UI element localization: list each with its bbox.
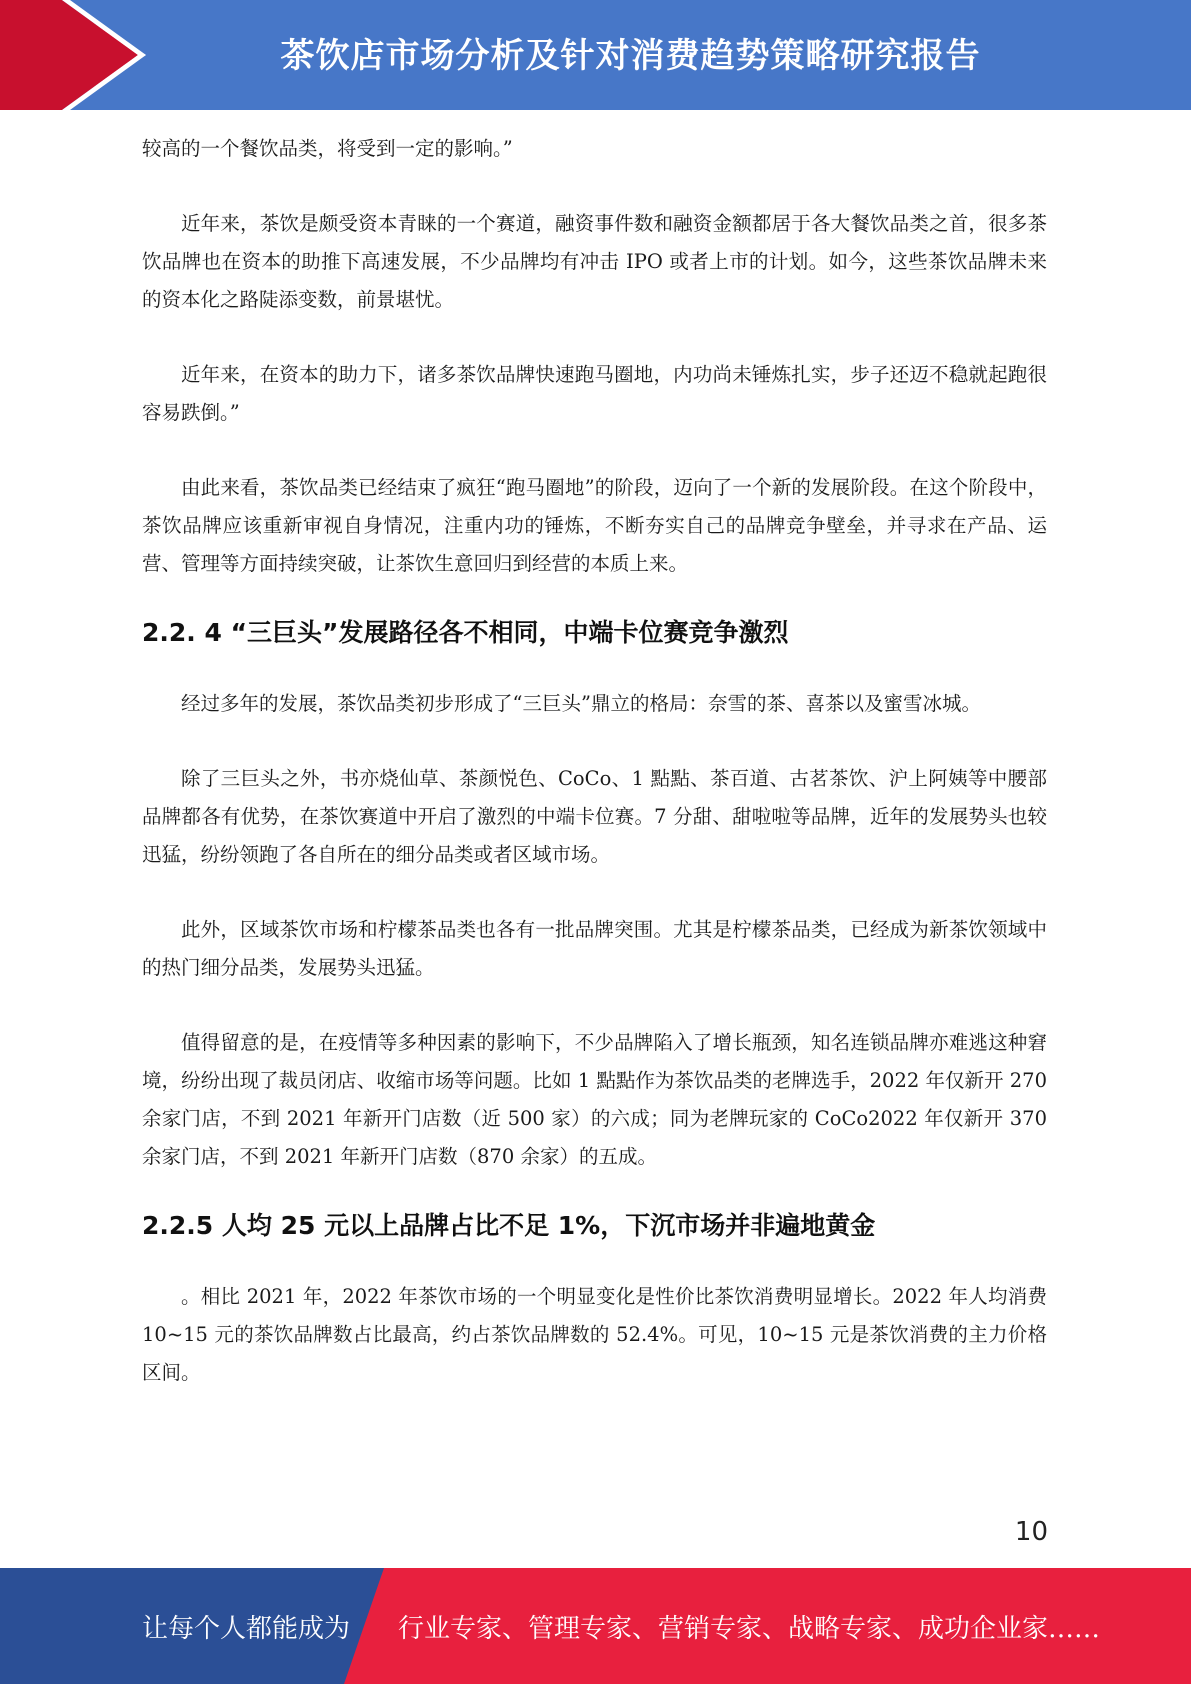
- paragraph: 近年来，茶饮是颇受资本青睐的一个赛道，融资事件数和融资金额都居于各大餐饮品类之首，很多茶饮品牌也在资本的助推下高速发展，不少品牌均有冲击 IPO 或者上市的计划。如今，这些茶饮品牌未来的资本化之路陡添变数，前景堪忧。: [142, 212, 1047, 311]
- paragraph: 近年来，在资本的助力下，诸多茶饮品牌快速跑马圈地，内功尚未锤炼扎实，步子还迈不稳就起跑很容易跌倒。”: [142, 363, 1047, 424]
- document-body: [142, 130, 1047, 1392]
- paragraph: 经过多年的发展，茶饮品类初步形成了“三巨头”鼎立的格局：奈雪的茶、喜茶以及蜜雪冰城。: [181, 692, 981, 715]
- paragraph: 值得留意的是，在疫情等多种因素的影响下，不少品牌陷入了增长瓶颈，知名连锁品牌亦难逃这种窘境，纷纷出现了裁员闭店、收缩市场等问题。比如 1 點點作为茶饮品类的老牌选手，2022 年仅新开 270 余家门店，不到 2021 年新开门店数（近 500 家）的六成；同为老牌玩家的 CoCo2022 年仅新开 370 余家门店，不到 2021 年新开门店数（870 余家）的五成。: [142, 1031, 1047, 1168]
- footer-slogan-right: 行业专家、管理专家、营销专家、战略专家、成功企业家……: [398, 1613, 1101, 1644]
- section-heading-2-2-4: 2.2. 4 “三巨头”发展路径各不相同，中端卡位赛竞争激烈: [142, 618, 789, 647]
- paragraph: 。相比 2021 年，2022 年茶饮市场的一个明显变化是性价比茶饮消费明显增长。2022 年人均消费 10~15 元的茶饮品牌数占比最高，约占茶饮品牌数的 52.4%。可见，10~15 元是茶饮消费的主力价格区间。: [142, 1285, 1047, 1384]
- footer-slogan-left: 让每个人都能成为: [142, 1613, 351, 1644]
- paragraph: 此外，区域茶饮市场和柠檬茶品类也各有一批品牌突围。尤其是柠檬茶品类，已经成为新茶饮领域中的热门细分品类，发展势头迅猛。: [142, 918, 1047, 979]
- page-header: [0, 0, 1191, 110]
- paragraph: 除了三巨头之外，书亦烧仙草、茶颜悦色、CoCo、1 點點、茶百道、古茗茶饮、沪上阿姨等中腰部品牌都各有优势，在茶饮赛道中开启了激烈的中端卡位赛。7 分甜、甜啦啦等品牌，近年的发展势头也较迅猛，纷纷领跑了各自所在的细分品类或者区域市场。: [142, 767, 1047, 866]
- page-number: 10: [1014, 1517, 1048, 1547]
- page-footer: [0, 1568, 1191, 1684]
- report-title: 茶饮店市场分析及针对消费趋势策略研究报告: [280, 35, 981, 76]
- section-heading-2-2-5: 2.2.5 人均 25 元以上品牌占比不足 1%，下沉市场并非遍地黄金: [142, 1211, 876, 1240]
- paragraph: 由此来看，茶饮品类已经结束了疯狂“跑马圈地”的阶段，迈向了一个新的发展阶段。在这个阶段中，茶饮品牌应该重新审视自身情况，注重内功的锤炼，不断夯实自己的品牌竞争壁垒，并寻求在产品、运营、管理等方面持续突破，让茶饮生意回归到经营的本质上来。: [142, 476, 1047, 575]
- paragraph: 较高的一个餐饮品类，将受到一定的影响。”: [142, 137, 513, 160]
